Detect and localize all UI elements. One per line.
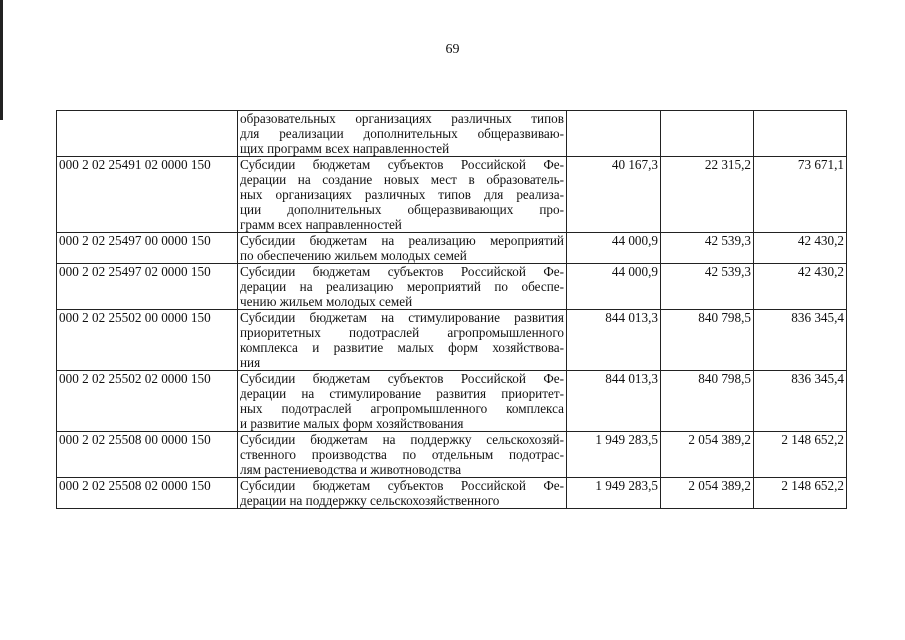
amount-year-3: 42 430,2 <box>754 264 847 310</box>
description-line: по обеспечению жильем молодых семей <box>240 248 467 263</box>
description-line: Субсидии бюджетам субъектов Российской Фе- <box>240 264 564 279</box>
amount-year-2: 42 539,3 <box>661 264 754 310</box>
revenue-description <box>238 233 567 264</box>
amount-year-3: 2 148 652,2 <box>754 432 847 478</box>
description-line: приоритетных подотраслей агропромышленного <box>240 325 564 340</box>
amount-year-3: 2 148 652,2 <box>754 478 847 509</box>
amount-year-2: 22 315,2 <box>661 157 754 233</box>
amount-year-2: 2 054 389,2 <box>661 432 754 478</box>
amount-year-2: 42 539,3 <box>661 233 754 264</box>
budget-classification-code: 000 2 02 25497 00 0000 150 <box>57 233 238 264</box>
description-line: ния <box>240 355 261 370</box>
description-line: дерации на реализацию мероприятий по обеспе- <box>240 279 564 294</box>
table-row <box>57 310 847 371</box>
revenue-description <box>238 157 567 233</box>
table-row <box>57 233 847 264</box>
table-row <box>57 157 847 233</box>
description-line: комплекса и развитие малых форм хозяйствова- <box>240 340 564 355</box>
amount-year-2: 840 798,5 <box>661 310 754 371</box>
table-row <box>57 478 847 509</box>
description-line: грамм всех направленностей <box>240 217 402 232</box>
budget-classification-code: 000 2 02 25497 02 0000 150 <box>57 264 238 310</box>
amount-year-1 <box>567 111 661 157</box>
revenue-description <box>238 432 567 478</box>
description-line: Субсидии бюджетам на поддержку сельскохозяй- <box>240 432 564 447</box>
budget-classification-code: 000 2 02 25502 02 0000 150 <box>57 371 238 432</box>
budget-classification-code: 000 2 02 25491 02 0000 150 <box>57 157 238 233</box>
amount-year-3: 836 345,4 <box>754 310 847 371</box>
amount-year-3: 73 671,1 <box>754 157 847 233</box>
description-line: ции дополнительных общеразвивающих про- <box>240 202 564 217</box>
description-line: ных подотраслей агропромышленного комплекса <box>240 401 564 416</box>
amount-year-1: 44 000,9 <box>567 233 661 264</box>
amount-year-2: 840 798,5 <box>661 371 754 432</box>
amount-year-3: 836 345,4 <box>754 371 847 432</box>
table-row <box>57 111 847 157</box>
amount-year-2 <box>661 111 754 157</box>
description-line: щих программ всех направленностей <box>240 141 450 156</box>
description-line: Субсидии бюджетам на реализацию мероприятий <box>240 233 564 248</box>
revenue-description <box>238 478 567 509</box>
description-line: образовательных организациях различных типов <box>240 111 564 126</box>
amount-year-1: 1 949 283,5 <box>567 478 661 509</box>
amount-year-1: 44 000,9 <box>567 264 661 310</box>
revenue-description <box>238 310 567 371</box>
description-line: Субсидии бюджетам субъектов Российской Фе- <box>240 157 564 172</box>
description-line: Субсидии бюджетам на стимулирование развития <box>240 310 564 325</box>
table-row <box>57 264 847 310</box>
budget-classification-code: 000 2 02 25502 00 0000 150 <box>57 310 238 371</box>
amount-year-3 <box>754 111 847 157</box>
table-row <box>57 371 847 432</box>
revenue-description <box>238 111 567 157</box>
description-line: ственного производства по отдельным подотрас- <box>240 447 564 462</box>
revenue-description <box>238 371 567 432</box>
description-line: Субсидии бюджетам субъектов Российской Фе- <box>240 371 564 386</box>
budget-classification-code: 000 2 02 25508 02 0000 150 <box>57 478 238 509</box>
amount-year-1: 844 013,3 <box>567 371 661 432</box>
scan-edge-line <box>0 0 3 120</box>
table-row <box>57 432 847 478</box>
amount-year-3: 42 430,2 <box>754 233 847 264</box>
description-line: дерации на стимулирование развития приоритет- <box>240 386 564 401</box>
revenue-description <box>238 264 567 310</box>
amount-year-2: 2 054 389,2 <box>661 478 754 509</box>
amount-year-1: 844 013,3 <box>567 310 661 371</box>
description-line: лям растениеводства и животноводства <box>240 462 462 477</box>
description-line: ных организациях различных типов для реализа- <box>240 187 564 202</box>
page-number: 69 <box>445 42 460 57</box>
amount-year-1: 1 949 283,5 <box>567 432 661 478</box>
budget-revenue-table <box>56 110 847 509</box>
description-line: Субсидии бюджетам субъектов Российской Фе- <box>240 478 564 493</box>
budget-classification-code: 000 2 02 25508 00 0000 150 <box>57 432 238 478</box>
amount-year-1: 40 167,3 <box>567 157 661 233</box>
description-line: дерации на поддержку сельскохозяйственного <box>240 493 500 508</box>
budget-classification-code <box>57 111 238 157</box>
description-line: чению жильем молодых семей <box>240 294 413 309</box>
description-line: и развитие малых форм хозяйствования <box>240 416 464 431</box>
description-line: для реализации дополнительных общеразвиваю- <box>240 126 564 141</box>
description-line: дерации на создание новых мест в образователь- <box>240 172 564 187</box>
